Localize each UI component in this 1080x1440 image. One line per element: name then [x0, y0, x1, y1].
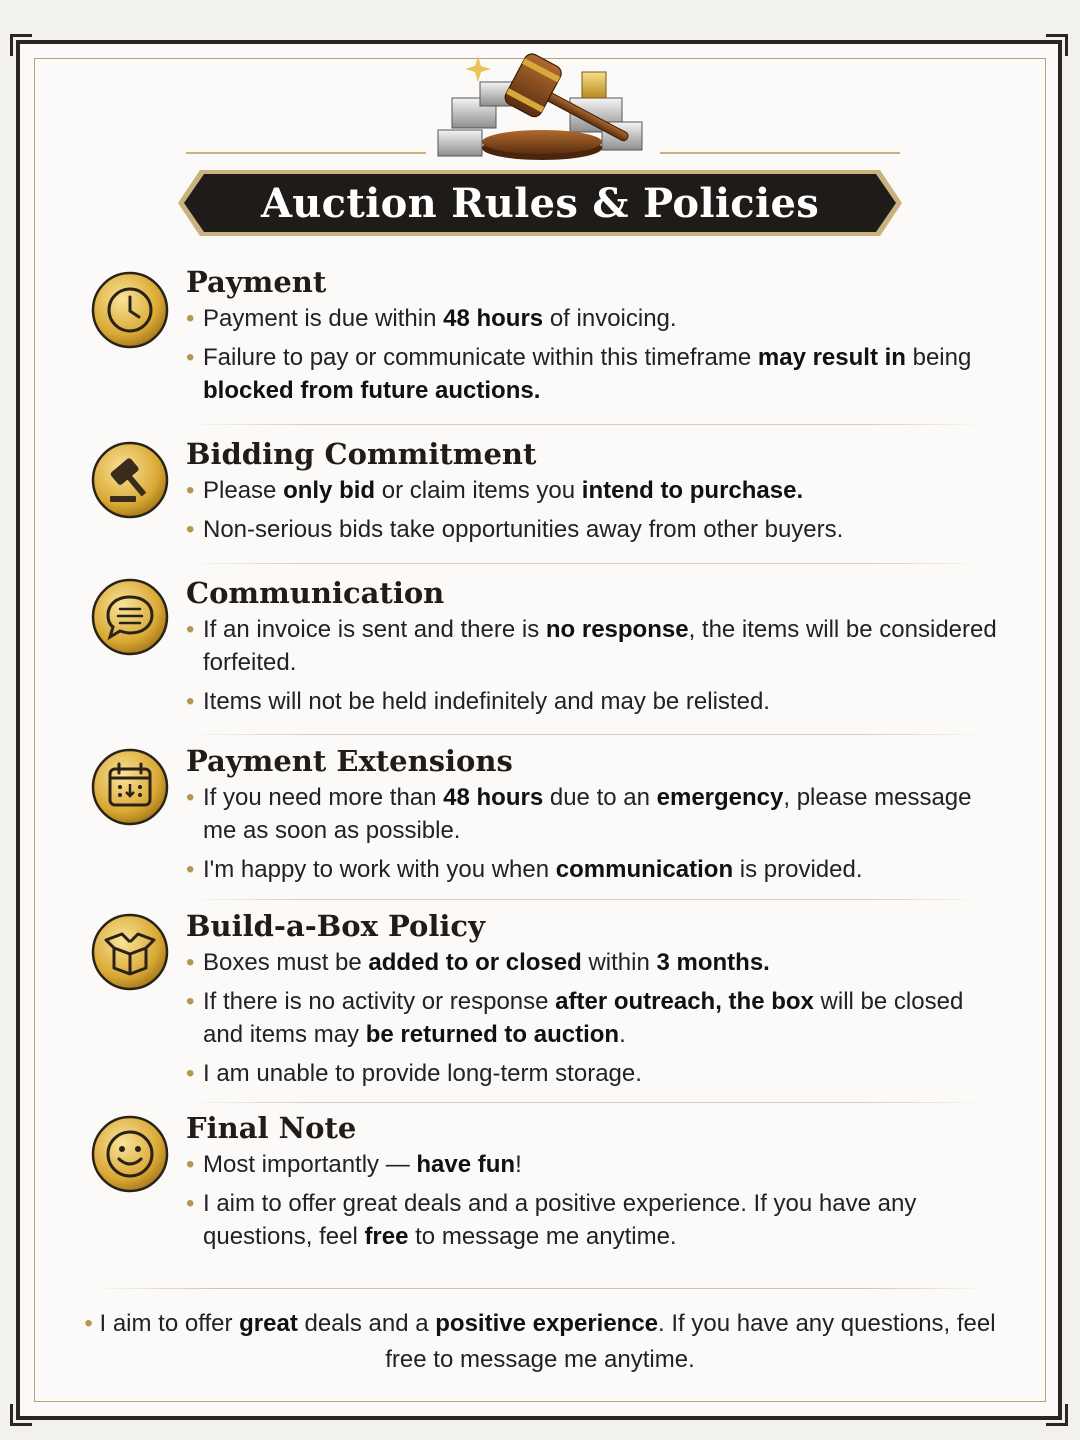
- corner-ornament: [1046, 1404, 1068, 1426]
- emphasis-text: be returned to auction: [365, 1021, 620, 1048]
- corner-ornament: [10, 1404, 32, 1426]
- section-title: Communication: [186, 576, 445, 610]
- section-title: Payment: [186, 265, 327, 299]
- emphasis-text: after outreach, the box: [555, 988, 814, 1015]
- section-body: [186, 1110, 1006, 1259]
- chat-bubble-icon: [90, 577, 170, 657]
- emphasis-text: free: [364, 1223, 409, 1250]
- section-body: [186, 436, 1006, 552]
- section-body: [186, 908, 1006, 1096]
- section-title: Final Note: [186, 1111, 357, 1145]
- section-body: [186, 575, 1006, 724]
- emphasis-text: 48 hours: [443, 784, 544, 811]
- emphasis-text: only bid: [283, 477, 376, 504]
- bullet-item: • I'm happy to work with you when communication is provided.: [186, 853, 1006, 886]
- title-banner: [178, 170, 902, 236]
- footer-text: I aim to offer great deals and a positive experience. If you have any questions, feel free to message me anytime.: [99, 1310, 996, 1373]
- section-divider: [186, 424, 986, 425]
- bullet-item: • Boxes must be added to or closed within 3 months.: [186, 946, 1006, 979]
- emphasis-text: intend to purchase.: [581, 477, 804, 504]
- emphasis-text: 48 hours: [443, 305, 544, 332]
- page-title: Auction Rules & Policies: [260, 179, 820, 227]
- emphasis-text: positive experience: [435, 1310, 659, 1337]
- bullet-item: • If there is no activity or response after outreach, the box will be closed and items may be returned to auction.: [186, 985, 1006, 1051]
- footer-divider: [90, 1288, 990, 1289]
- box-icon: [90, 912, 170, 992]
- emphasis-text: emergency: [656, 784, 784, 811]
- corner-ornament: [1046, 34, 1068, 56]
- smiley-icon: [90, 1114, 170, 1194]
- emphasis-text: communication: [555, 856, 734, 883]
- section-divider: [186, 899, 986, 900]
- bullet-item: • Failure to pay or communicate within this timeframe may result in being blocked from future auctions.: [186, 341, 1006, 407]
- emphasis-text: have fun: [416, 1151, 516, 1178]
- section-title: Build-a-Box Policy: [186, 909, 485, 943]
- bullet-item: • If an invoice is sent and there is no response, the items will be considered forfeited.: [186, 613, 1006, 679]
- section-divider: [186, 563, 986, 564]
- bullet-item: • Payment is due within 48 hours of invoicing.: [186, 302, 1006, 335]
- bullet-item: • Items will not be held indefinitely and may be relisted.: [186, 685, 1006, 718]
- header-rule-left: [186, 152, 426, 154]
- emphasis-text: blocked from future auctions.: [203, 377, 541, 404]
- bullet-item: • If you need more than 48 hours due to an emergency, please message me as soon as possible.: [186, 781, 1006, 847]
- clock-icon: [90, 270, 170, 350]
- emphasis-text: added to or closed: [368, 949, 582, 976]
- calendar-icon: [90, 747, 170, 827]
- bullet-item: • Most importantly — have fun!: [186, 1148, 1006, 1181]
- header-rule-right: [660, 152, 900, 154]
- emphasis-text: may result in: [757, 344, 906, 371]
- footer-note: [80, 1306, 1000, 1378]
- gavel-and-silver-bars-illustration: [430, 52, 660, 164]
- section-divider: [186, 1102, 986, 1103]
- bullet-item: • I aim to offer great deals and a positive experience. If you have any questions, feel free to message me anytime.: [186, 1187, 1006, 1253]
- bullet-dot: •: [84, 1310, 100, 1337]
- section-divider: [186, 734, 986, 735]
- section-title: Bidding Commitment: [186, 437, 537, 471]
- emphasis-text: great: [239, 1310, 298, 1337]
- bullet-item: • Non-serious bids take opportunities away from other buyers.: [186, 513, 1006, 546]
- bullet-item: • I am unable to provide long-term storage.: [186, 1057, 1006, 1090]
- emphasis-text: no response: [545, 616, 689, 643]
- section-body: [186, 264, 1006, 413]
- gavel-icon: [90, 440, 170, 520]
- emphasis-text: 3 months.: [656, 949, 770, 976]
- section-title: Payment Extensions: [186, 744, 513, 778]
- section-body: [186, 743, 1006, 892]
- corner-ornament: [10, 34, 32, 56]
- bullet-item: • Please only bid or claim items you intend to purchase.: [186, 474, 1006, 507]
